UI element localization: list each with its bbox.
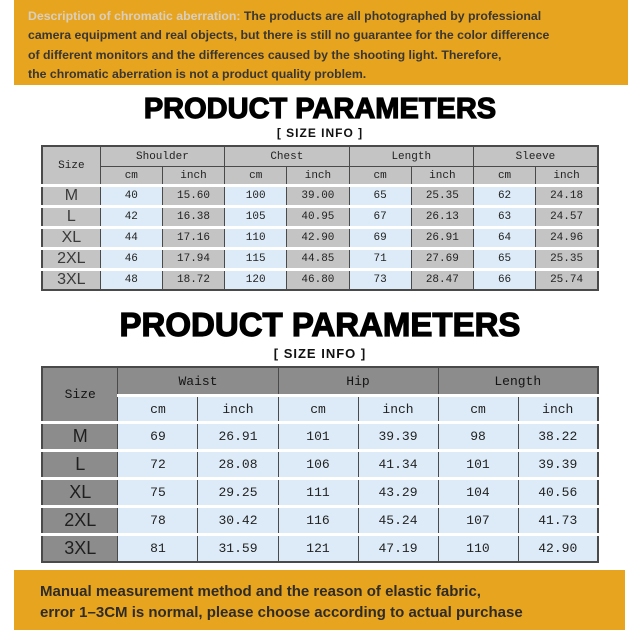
section-bottom-title: PRODUCT PARAMETERS	[119, 306, 521, 344]
inch-value: 24.96	[536, 228, 598, 249]
cm-value: 62	[473, 186, 535, 207]
size-label: 3XL	[42, 270, 100, 291]
banner-line-1-rest: The products are all photographed by professional	[240, 9, 542, 23]
cm-value: 100	[225, 186, 287, 207]
cm-value: 64	[473, 228, 535, 249]
group-header-hip: Hip	[278, 367, 438, 396]
cm-value: 42	[100, 207, 162, 228]
cm-value: 48	[100, 270, 162, 291]
table-header-row	[42, 146, 598, 167]
section-top-subtitle: [ SIZE INFO ]	[276, 126, 364, 141]
inch-value: 26.13	[411, 207, 473, 228]
inch-value: 15.60	[162, 186, 224, 207]
banner-line-1	[28, 7, 620, 26]
table-unit-row	[42, 396, 598, 423]
unit-cm: cm	[349, 167, 411, 186]
table-unit-row	[42, 167, 598, 186]
inch-value: 25.74	[536, 270, 598, 291]
inch-value: 39.39	[358, 423, 438, 451]
cm-value: 110	[225, 228, 287, 249]
unit-inch: inch	[411, 167, 473, 186]
section-bottom-subtitle: [ SIZE INFO ]	[273, 346, 367, 362]
table-row	[42, 451, 598, 479]
measurement-note-line-2: error 1–3CM is normal, please choose according to actual purchase	[40, 604, 523, 622]
cm-value: 98	[438, 423, 518, 451]
cm-value: 110	[438, 535, 518, 563]
inch-value: 30.42	[198, 507, 278, 535]
inch-value: 18.72	[162, 270, 224, 291]
table-row	[42, 249, 598, 270]
inch-value: 17.94	[162, 249, 224, 270]
section-bottom	[0, 308, 640, 563]
measurement-note-line-1: Manual measurement method and the reason of elastic fabric,	[40, 583, 481, 601]
cm-value: 105	[225, 207, 287, 228]
size-table-bottom	[41, 366, 599, 563]
inch-value: 39.39	[518, 451, 598, 479]
unit-inch: inch	[198, 396, 278, 423]
cm-value: 63	[473, 207, 535, 228]
unit-cm: cm	[278, 396, 358, 423]
inch-value: 29.25	[198, 479, 278, 507]
group-header-waist: Waist	[118, 367, 278, 396]
banner-line-2: camera equipment and real objects, but there is still no guarantee for the color difference	[28, 28, 550, 43]
unit-cm: cm	[438, 396, 518, 423]
unit-cm: cm	[473, 167, 535, 186]
section-top-title: PRODUCT PARAMETERS	[143, 93, 497, 125]
cm-value: 101	[438, 451, 518, 479]
inch-value: 25.35	[536, 249, 598, 270]
cm-value: 73	[349, 270, 411, 291]
inch-value: 25.35	[411, 186, 473, 207]
table-row	[42, 507, 598, 535]
banner-highlight: Description of chromatic aberration:	[28, 9, 241, 23]
inch-value: 26.91	[411, 228, 473, 249]
unit-inch: inch	[287, 167, 349, 186]
cm-value: 104	[438, 479, 518, 507]
inch-value: 28.08	[198, 451, 278, 479]
size-table-top	[41, 145, 599, 291]
cm-value: 106	[278, 451, 358, 479]
inch-value: 42.90	[518, 535, 598, 563]
size-column-header: Size	[42, 146, 100, 186]
cm-value: 78	[118, 507, 198, 535]
chromatic-aberration-banner	[14, 0, 628, 85]
size-label: M	[42, 186, 100, 207]
cm-value: 40	[100, 186, 162, 207]
inch-value: 31.59	[198, 535, 278, 563]
cm-value: 71	[349, 249, 411, 270]
table-row	[42, 186, 598, 207]
inch-value: 39.00	[287, 186, 349, 207]
cm-value: 65	[473, 249, 535, 270]
cm-value: 111	[278, 479, 358, 507]
inch-value: 40.56	[518, 479, 598, 507]
unit-inch: inch	[518, 396, 598, 423]
inch-value: 47.19	[358, 535, 438, 563]
unit-cm: cm	[225, 167, 287, 186]
group-header-chest: Chest	[225, 146, 349, 167]
size-label: XL	[42, 479, 118, 507]
group-header-shoulder: Shoulder	[100, 146, 224, 167]
inch-value: 24.57	[536, 207, 598, 228]
table-row	[42, 228, 598, 249]
banner-line-3: of different monitors and the differences caused by the shooting light. Therefore,	[28, 47, 502, 62]
cm-value: 115	[225, 249, 287, 270]
inch-value: 46.80	[287, 270, 349, 291]
cm-value: 44	[100, 228, 162, 249]
inch-value: 44.85	[287, 249, 349, 270]
unit-cm: cm	[118, 396, 198, 423]
cm-value: 46	[100, 249, 162, 270]
cm-value: 72	[118, 451, 198, 479]
size-label: 3XL	[42, 535, 118, 563]
inch-value: 27.69	[411, 249, 473, 270]
table-row	[42, 207, 598, 228]
size-label: XL	[42, 228, 100, 249]
inch-value: 43.29	[358, 479, 438, 507]
size-label: 2XL	[42, 249, 100, 270]
inch-value: 41.73	[518, 507, 598, 535]
size-column-header: Size	[42, 367, 118, 423]
measurement-note-banner	[14, 570, 625, 630]
table-header-row	[42, 367, 598, 396]
table-row	[42, 479, 598, 507]
table-row	[42, 423, 598, 451]
size-label: L	[42, 207, 100, 228]
size-label: L	[42, 451, 118, 479]
inch-value: 42.90	[287, 228, 349, 249]
group-header-sleeve: Sleeve	[473, 146, 598, 167]
unit-inch: inch	[536, 167, 598, 186]
cm-value: 107	[438, 507, 518, 535]
unit-cm: cm	[100, 167, 162, 186]
banner-line-4: the chromatic aberration is not a product quality problem.	[28, 67, 367, 82]
cm-value: 101	[278, 423, 358, 451]
cm-value: 66	[473, 270, 535, 291]
cm-value: 67	[349, 207, 411, 228]
inch-value: 40.95	[287, 207, 349, 228]
inch-value: 26.91	[198, 423, 278, 451]
inch-value: 16.38	[162, 207, 224, 228]
inch-value: 17.16	[162, 228, 224, 249]
cm-value: 69	[349, 228, 411, 249]
inch-value: 38.22	[518, 423, 598, 451]
unit-inch: inch	[358, 396, 438, 423]
inch-value: 45.24	[358, 507, 438, 535]
cm-value: 116	[278, 507, 358, 535]
group-header-length: Length	[349, 146, 473, 167]
table-row	[42, 535, 598, 563]
cm-value: 121	[278, 535, 358, 563]
unit-inch: inch	[162, 167, 224, 186]
cm-value: 69	[118, 423, 198, 451]
cm-value: 75	[118, 479, 198, 507]
cm-value: 120	[225, 270, 287, 291]
size-label: 2XL	[42, 507, 118, 535]
cm-value: 65	[349, 186, 411, 207]
inch-value: 28.47	[411, 270, 473, 291]
table-row	[42, 270, 598, 291]
group-header-length: Length	[438, 367, 598, 396]
section-top	[0, 94, 640, 291]
size-label: M	[42, 423, 118, 451]
cm-value: 81	[118, 535, 198, 563]
inch-value: 41.34	[358, 451, 438, 479]
inch-value: 24.18	[536, 186, 598, 207]
